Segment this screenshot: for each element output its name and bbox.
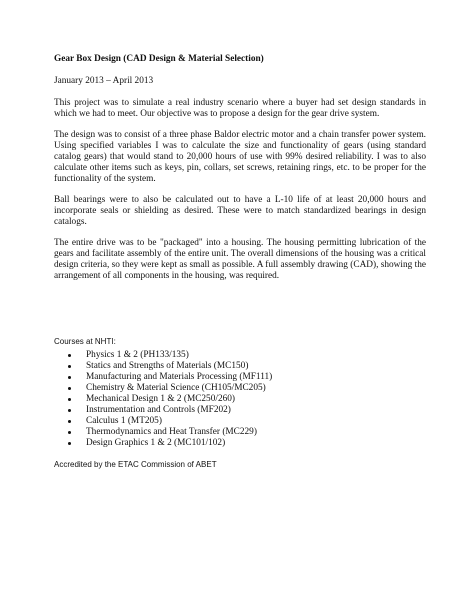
course-list <box>54 350 272 449</box>
list-item <box>54 394 272 405</box>
course-label: Design Graphics 1 & 2 (MC101/102) <box>86 438 226 448</box>
courses-heading: Courses at NHTI: <box>54 337 116 346</box>
project-date: January 2013 – April 2013 <box>54 76 154 86</box>
paragraph-bearings: Ball bearings were to also be calculated out to have a L-10 life of at least 20,000 hours and incorporate seals or shielding as desired. These were to match standardized bearings in design catalogs. <box>54 195 426 227</box>
list-item <box>54 416 272 427</box>
bullet-icon <box>68 365 71 368</box>
course-label: Thermodynamics and Heat Transfer (MC229) <box>86 427 257 437</box>
bullet-icon <box>68 431 71 434</box>
document-title: Gear Box Design (CAD Design & Material Selection) <box>54 54 264 64</box>
bullet-icon <box>68 420 71 423</box>
course-label: Statics and Strengths of Materials (MC150) <box>86 361 249 371</box>
course-label: Instrumentation and Controls (MF202) <box>86 405 231 415</box>
accreditation-note: Accredited by the ETAC Commission of ABET <box>54 460 217 469</box>
paragraph-design: The design was to consist of a three phase Baldor electric motor and a chain transfer power system. Using specified variables I was to calculate the size and functionality of gears (using standard catalog gears) that would stand to 20,000 hours of use with 99% desired reliability. I was to also calculate other items such as keys, pin, collars, set screws, retaining rings, etc. to be proper for the functionality of the system. <box>54 130 426 184</box>
course-label: Mechanical Design 1 & 2 (MC250/260) <box>86 394 235 404</box>
course-label: Calculus 1 (MT205) <box>86 416 162 426</box>
paragraph-intro: This project was to simulate a real industry scenario where a buyer had set design standards in which we had to meet. Our objective was to propose a design for the gear drive system. <box>54 98 426 119</box>
list-item <box>54 361 272 372</box>
course-label: Physics 1 & 2 (PH133/135) <box>86 350 189 360</box>
list-item <box>54 427 272 438</box>
bullet-icon <box>68 398 71 401</box>
paragraph-housing: The entire drive was to be "packaged" into a housing. The housing permitting lubrication of the gears and facilitate assembly of the entire unit. The overall dimensions of the housing was a critical design criteria, so they were kept as small as possible. A full assembly drawing (CAD), showing the arrangement of all components in the housing, was required. <box>54 238 426 281</box>
bullet-icon <box>68 376 71 379</box>
list-item <box>54 350 272 361</box>
bullet-icon <box>68 354 71 357</box>
bullet-icon <box>68 387 71 390</box>
course-label: Manufacturing and Materials Processing (MF111) <box>86 372 273 382</box>
list-item <box>54 383 272 394</box>
course-label: Chemistry & Material Science (CH105/MC205) <box>86 383 266 393</box>
list-item <box>54 405 272 416</box>
list-item <box>54 438 272 449</box>
bullet-icon <box>68 442 71 445</box>
list-item <box>54 372 272 383</box>
bullet-icon <box>68 409 71 412</box>
